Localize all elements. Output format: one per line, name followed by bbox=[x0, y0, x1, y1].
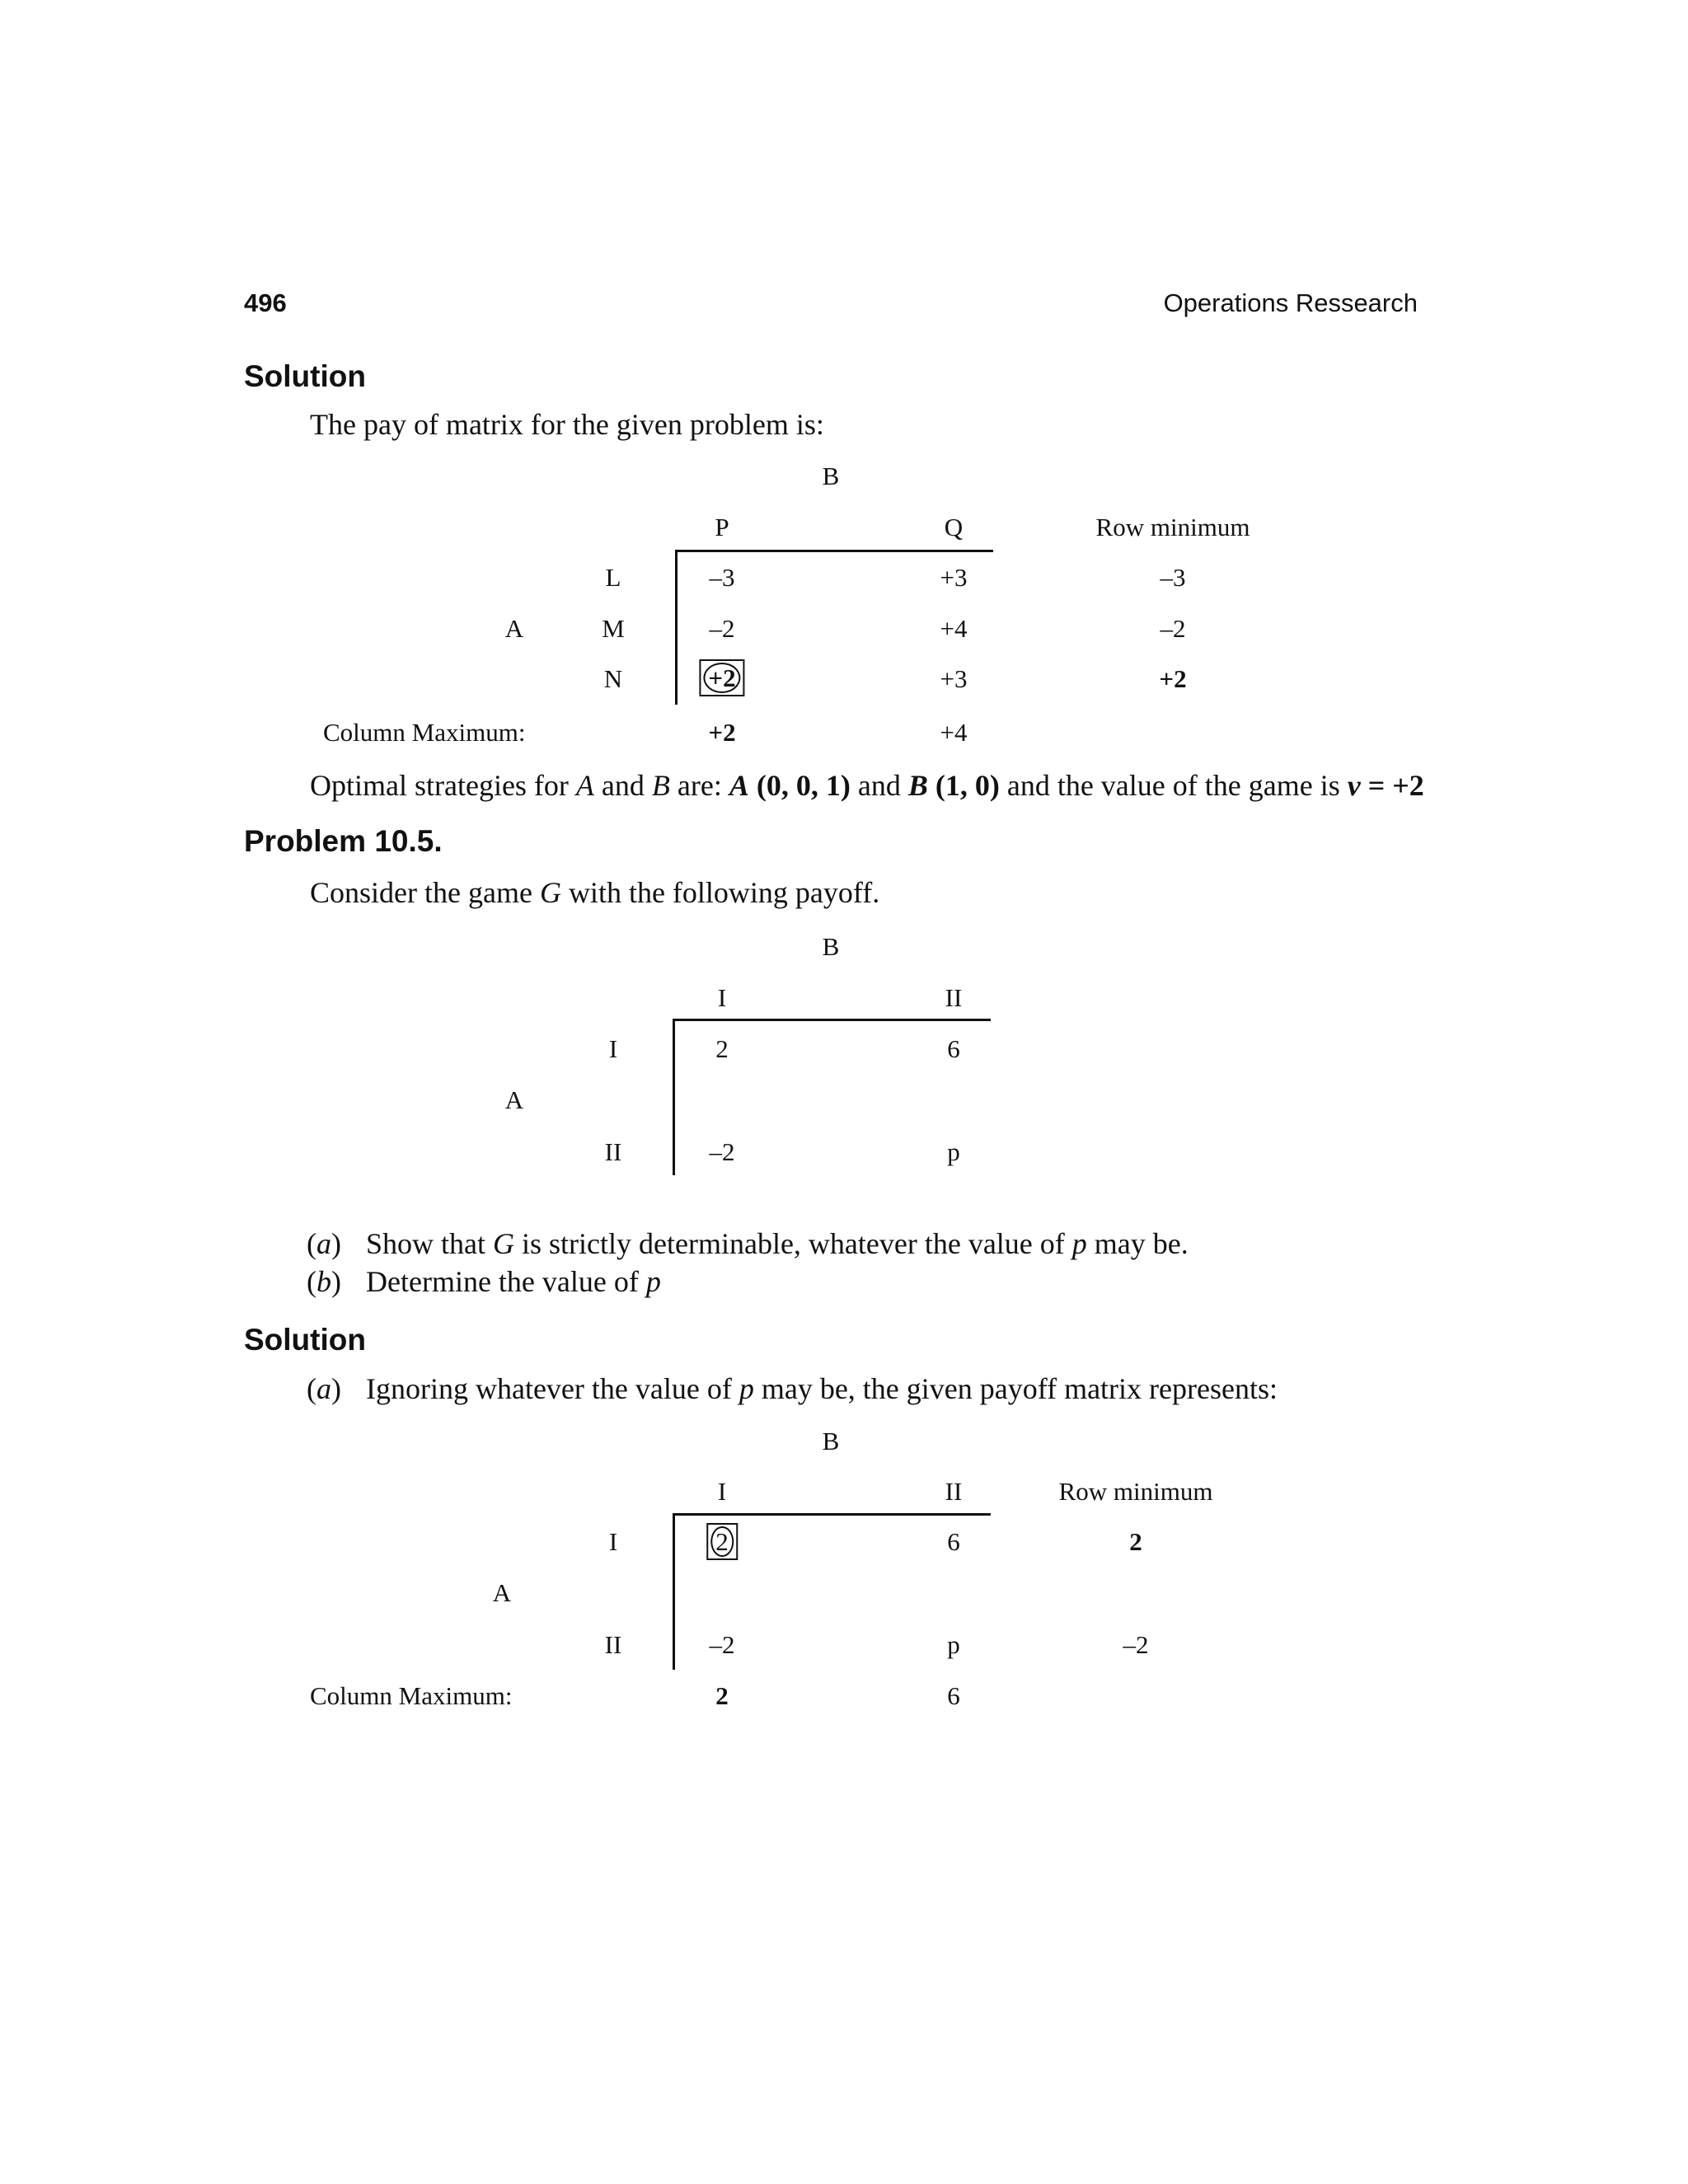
table-cell: –2 bbox=[709, 1137, 735, 1166]
problem-part-b-text: Determine the value of p bbox=[366, 1265, 661, 1298]
row-label: II bbox=[604, 1137, 622, 1166]
row-minimum-header: Row minimum bbox=[1058, 1477, 1213, 1506]
table-top-rule bbox=[673, 1513, 991, 1516]
table-cell: p bbox=[947, 1630, 960, 1659]
table-cell: –3 bbox=[709, 563, 735, 592]
row-minimum-value: –3 bbox=[1160, 563, 1186, 592]
player-b-label: B bbox=[822, 932, 840, 961]
row-minimum-value: –2 bbox=[1160, 614, 1186, 643]
column-header: II bbox=[945, 983, 963, 1012]
row-label: M bbox=[602, 614, 625, 643]
column-maximum-value: 6 bbox=[947, 1681, 960, 1710]
page-number: 496 bbox=[244, 288, 287, 317]
table-top-rule bbox=[675, 550, 993, 552]
player-b-label: B bbox=[822, 1427, 840, 1455]
row-label: I bbox=[608, 1034, 618, 1063]
solution-part-a: (a) bbox=[307, 1372, 341, 1405]
book-title: Operations Ressearch bbox=[1163, 288, 1418, 317]
column-maximum-label: Column Maximum: bbox=[323, 718, 526, 747]
table-cell: p bbox=[947, 1137, 960, 1166]
table-top-rule bbox=[673, 1019, 991, 1021]
column-header: II bbox=[945, 1477, 963, 1506]
optimal-strategies-text: Optimal strategies for A and B are: A (0, 0, 1) and B (1, 0) and the value of the game is v = +2 bbox=[310, 769, 1424, 802]
problem-part-a: (a) bbox=[307, 1227, 341, 1260]
table-cell: +4 bbox=[940, 614, 968, 643]
player-a-label: A bbox=[492, 1578, 512, 1607]
table-left-rule bbox=[673, 1019, 675, 1175]
table-left-rule bbox=[675, 550, 678, 705]
saddle-point-value: +2 bbox=[703, 663, 740, 693]
column-header: I bbox=[717, 983, 727, 1012]
player-a-label: A bbox=[504, 1085, 524, 1114]
saddle-point-cell bbox=[706, 1523, 738, 1560]
problem-part-a-text: Show that G is strictly determinable, whatever the value of p may be. bbox=[366, 1227, 1189, 1260]
row-minimum-value: –2 bbox=[1123, 1630, 1149, 1659]
player-b-label: B bbox=[822, 462, 840, 490]
table-cell: +3 bbox=[940, 664, 968, 693]
table-left-rule bbox=[673, 1513, 675, 1670]
column-maximum-value: +2 bbox=[708, 718, 736, 747]
player-a-label: A bbox=[504, 614, 524, 643]
solution-heading: Solution bbox=[244, 1323, 366, 1357]
column-header: I bbox=[717, 1477, 727, 1506]
column-maximum-value: 2 bbox=[715, 1681, 729, 1710]
table-cell: +3 bbox=[940, 563, 968, 592]
saddle-point-cell bbox=[699, 659, 744, 696]
table-cell: –2 bbox=[709, 1630, 735, 1659]
row-label: I bbox=[608, 1527, 618, 1556]
column-header: Q bbox=[944, 513, 964, 541]
table-cell: 6 bbox=[947, 1527, 960, 1556]
table-cell: –2 bbox=[709, 614, 735, 643]
column-maximum-value: +4 bbox=[940, 718, 968, 747]
row-label: L bbox=[605, 563, 621, 592]
row-label: II bbox=[604, 1630, 622, 1659]
row-label: N bbox=[603, 664, 623, 693]
row-minimum-value: +2 bbox=[1159, 664, 1187, 693]
problem-intro: Consider the game G with the following payoff. bbox=[310, 876, 880, 909]
row-minimum-header: Row minimum bbox=[1095, 513, 1250, 541]
solution-part-a-text: Ignoring whatever the value of p may be, the given payoff matrix represents: bbox=[366, 1372, 1278, 1405]
column-maximum-label: Column Maximum: bbox=[310, 1681, 513, 1710]
problem-part-b: (b) bbox=[307, 1265, 341, 1298]
table-cell: 2 bbox=[715, 1034, 729, 1063]
saddle-point-value: 2 bbox=[710, 1526, 734, 1557]
solution-heading: Solution bbox=[244, 359, 366, 393]
row-minimum-value: 2 bbox=[1129, 1527, 1142, 1556]
problem-heading: Problem 10.5. bbox=[244, 824, 443, 858]
column-header: P bbox=[715, 513, 729, 541]
solution-intro: The pay of matrix for the given problem is: bbox=[310, 408, 824, 441]
table-cell: 6 bbox=[947, 1034, 960, 1063]
